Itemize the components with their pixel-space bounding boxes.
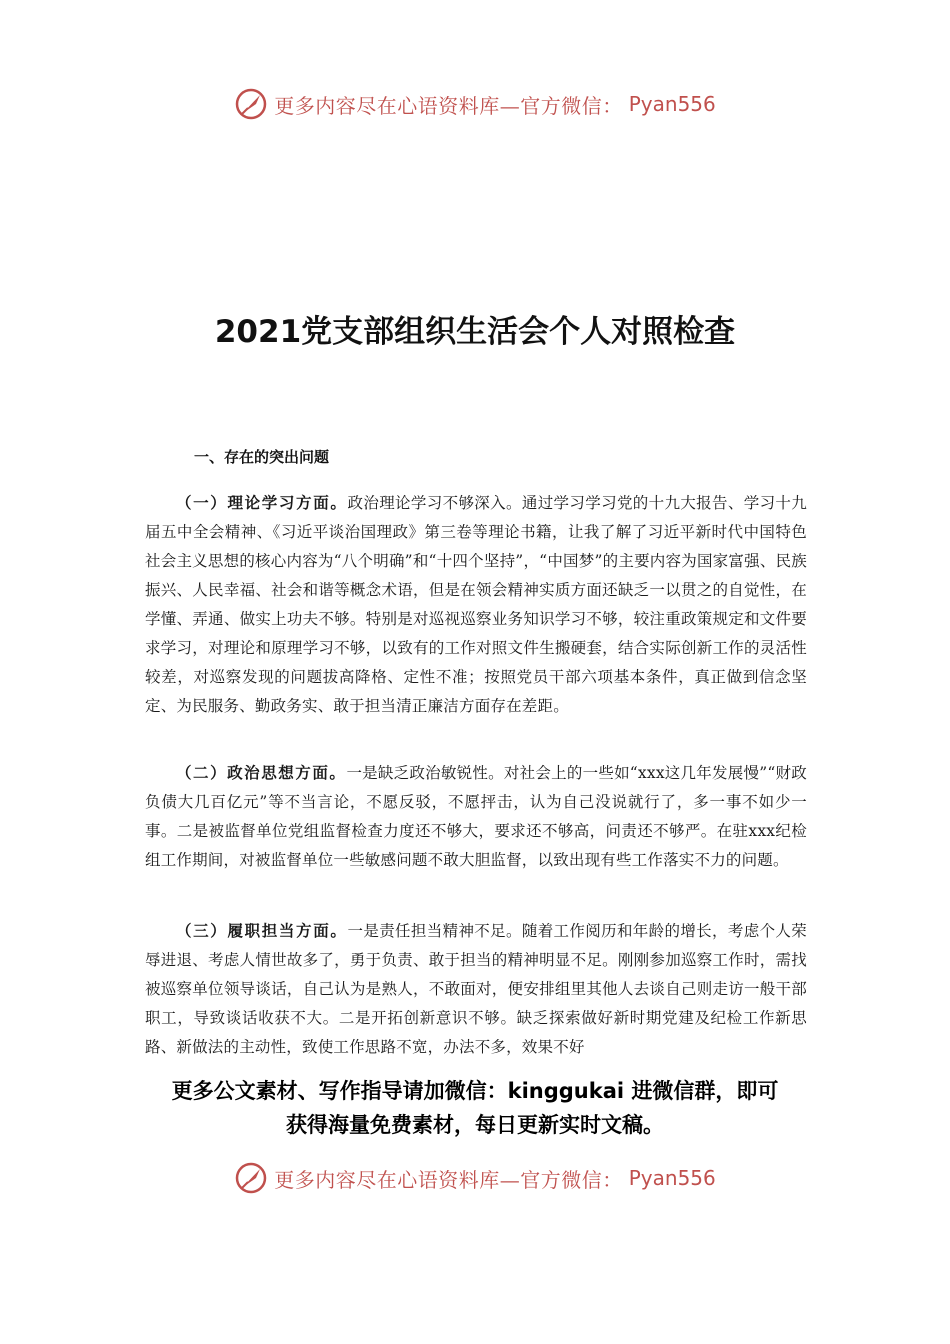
promo-line-1: 更多公文素材、写作指导请加微信：kinggukai 进微信群，即可 <box>171 1079 779 1103</box>
promo-line-2: 获得海量免费素材，每日更新实时文稿。 <box>286 1113 664 1137</box>
paragraph-political-thought <box>145 758 807 875</box>
paragraph-theory-study <box>145 488 807 721</box>
quill-logo-icon <box>234 87 268 121</box>
quill-logo-icon <box>234 1161 268 1195</box>
footer-watermark <box>0 1158 950 1198</box>
promo-banner <box>120 1074 830 1142</box>
section-heading: 一、存在的突出问题 <box>194 448 330 466</box>
watermark-wechat-id: Pyan556 <box>628 1166 716 1190</box>
header-watermark <box>0 84 950 124</box>
paragraph-lead: （三）履职担当方面。 <box>176 921 348 940</box>
watermark-wechat-id: Pyan556 <box>628 92 716 116</box>
watermark-text: 更多内容尽在心语资料库—官方微信： <box>274 1167 623 1192</box>
paragraph-body: 一是缺乏政治敏锐性。对社会上的一些如“xxx这几年发展慢”“财政负债大几百亿元”等不当言论，不愿反驳，不愿抨击，认为自己没说就行了，多一事不如少一事。二是被监督单位党组监督检查力度还不够大，要求还不够高，问责还不够严。在驻xxx纪检组工作期间，对被监督单位一些敏感问题不敢大胆监督，以致出现有些工作落实不力的问题。 <box>145 764 807 869</box>
paragraph-duty-responsibility <box>145 916 807 1061</box>
paragraph-body: 一是责任担当精神不足。随着工作阅历和年龄的增长，考虑个人荣辱进退、考虑人情世故多了，勇于负责、敢于担当的精神明显不足。刚刚参加巡察工作时，需找被巡察单位领导谈话，自己认为是熟人，不敢面对，便安排组里其他人去谈自己则走访一般干部职工，导致谈话收获不大。二是开拓创新意识不够。缺乏探索做好新时期党建及纪检工作新思路、新做法的主动性，致使工作思路不宽，办法不多，效果不好 <box>145 922 807 1056</box>
watermark-text: 更多内容尽在心语资料库—官方微信： <box>274 93 623 118</box>
paragraph-lead: （一）理论学习方面。 <box>176 493 348 512</box>
document-title: 2021党支部组织生活会个人对照检查 <box>214 314 736 350</box>
paragraph-lead: （二）政治思想方面。 <box>176 763 347 782</box>
paragraph-body: 政治理论学习不够深入。通过学习学习党的十九大报告、学习十九届五中全会精神、《习近平谈治国理政》第三卷等理论书籍，让我了解了习近平新时代中国特色社会主义思想的核心内容为“八个明确”和“十四个坚持”，“中国梦”的主要内容为国家富强、民族振兴、人民幸福、社会和谐等概念术语，但是在领会精神实质方面还缺乏一以贯之的自觉性，在学懂、弄通、做实上功夫不够。特别是对巡视巡察业务知识学习不够，较注重政策规定和文件要求学习，对理论和原理学习不够，以致有的工作对照文件生搬硬套，结合实际创新工作的灵活性较差，对巡察发现的问题拔高降格、定性不准；按照党员干部六项基本条件，真正做到信念坚定、为民服务、勤政务实、敢于担当清正廉洁方面存在差距。 <box>145 494 807 715</box>
